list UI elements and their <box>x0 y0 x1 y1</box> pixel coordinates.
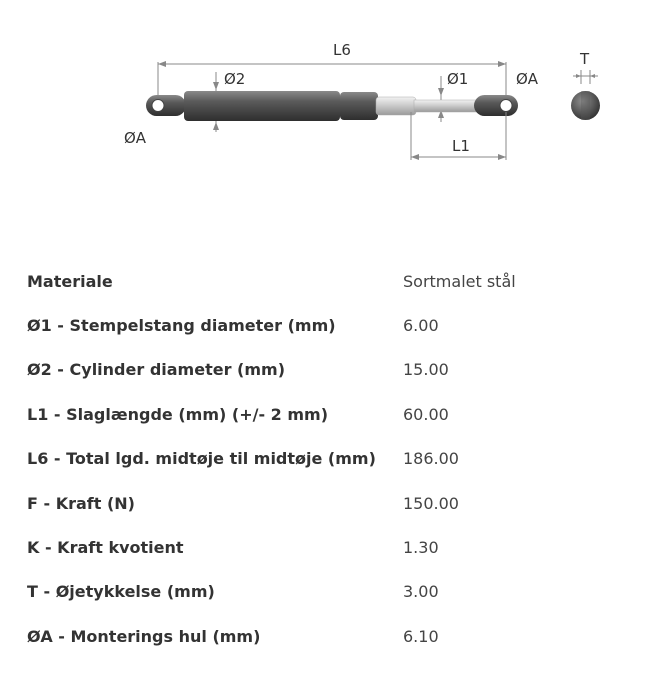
spec-row-mounting-hole <box>27 614 627 658</box>
spec-row-stroke <box>27 392 627 436</box>
d1-label: Ø1 <box>447 70 469 88</box>
spec-value: 3.00 <box>403 582 439 602</box>
spec-label: Materiale <box>27 271 113 291</box>
spec-row-eye-thickness <box>27 570 627 614</box>
gas-spring-drawing <box>0 0 647 240</box>
gas-spring-diagram <box>0 0 647 240</box>
spec-value: 1.30 <box>403 538 439 558</box>
spec-value: Sortmalet stål <box>403 271 516 291</box>
da-right-label: ØA <box>516 70 539 88</box>
spec-label: Ø2 - Cylinder diameter (mm) <box>27 360 285 380</box>
l1-dimension <box>411 112 506 160</box>
spec-value: 150.00 <box>403 493 459 513</box>
spec-label: Ø1 - Stempelstang diameter (mm) <box>27 316 336 336</box>
spec-label: K - Kraft kvotient <box>27 538 184 558</box>
spec-value: 6.00 <box>403 316 439 336</box>
left-eyelet <box>146 95 186 116</box>
t-dimension <box>573 50 598 84</box>
spec-row-cylinder-diameter <box>27 348 627 392</box>
spec-table <box>27 259 627 659</box>
right-eyelet <box>474 95 518 116</box>
spec-value: 60.00 <box>403 404 449 424</box>
spec-label: F - Kraft (N) <box>27 493 135 513</box>
d2-label: Ø2 <box>224 70 246 88</box>
spec-label: ØA - Monterings hul (mm) <box>27 626 261 646</box>
spec-value: 6.10 <box>403 626 439 646</box>
spec-row-material <box>27 259 627 303</box>
d1-dimension <box>438 70 468 122</box>
spec-label: T - Øjetykkelse (mm) <box>27 582 215 602</box>
spec-value: 15.00 <box>403 360 449 380</box>
spec-value: 186.00 <box>403 449 459 469</box>
t-label: T <box>580 50 590 68</box>
spec-row-total-length <box>27 437 627 481</box>
l1-label: L1 <box>452 137 470 155</box>
l6-label: L6 <box>333 41 351 59</box>
da-left-label: ØA <box>124 129 147 147</box>
piston-rod <box>376 97 476 115</box>
eyelet-side-view <box>571 91 600 120</box>
spec-row-force <box>27 481 627 525</box>
spec-label: L1 - Slaglængde (mm) (+/- 2 mm) <box>27 404 329 424</box>
spec-row-rod-diameter <box>27 303 627 347</box>
spec-row-force-ratio <box>27 525 627 569</box>
cylinder-body <box>184 91 378 121</box>
spec-label: L6 - Total lgd. midtøje til midtøje (mm) <box>27 449 376 469</box>
